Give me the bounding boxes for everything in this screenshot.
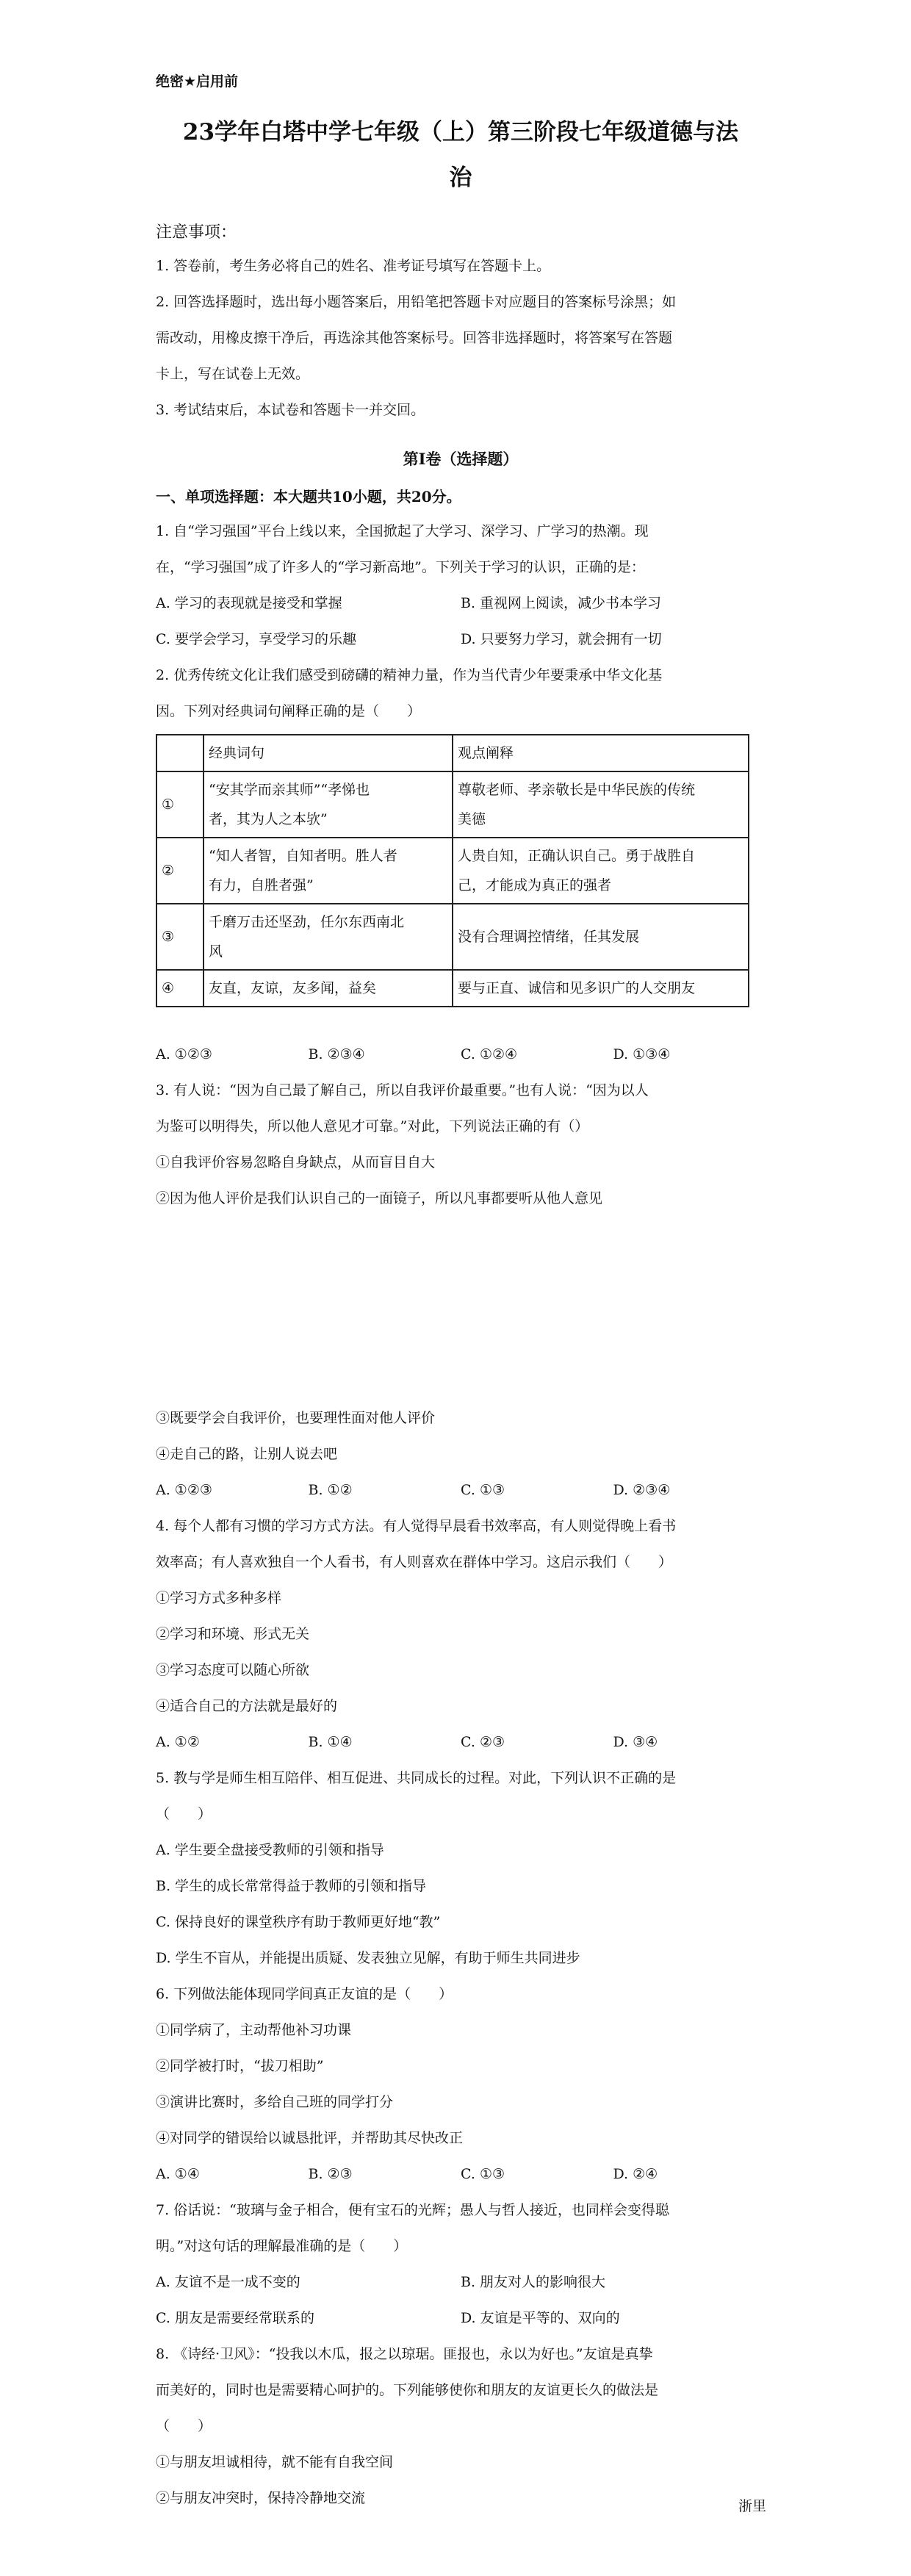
option-b: B. ①④ bbox=[308, 1734, 353, 1750]
option-b: B. 朋友对人的影响很大 bbox=[461, 2274, 606, 2290]
table-row bbox=[156, 771, 749, 838]
question-5-text: （ ） bbox=[156, 1806, 212, 1822]
question-6-item: ③演讲比赛时，多给自己班的同学打分 bbox=[156, 2094, 394, 2110]
question-8-text: 而美好的，同时也是需要精心呵护的。下列能够使你和朋友的友谊更长久的做法是 bbox=[156, 2382, 659, 2398]
quote-cell bbox=[204, 838, 453, 904]
explain-line: 要与正直、诚信和见多识广的人交朋友 bbox=[458, 980, 696, 996]
option-c: C. 朋友是需要经常联系的 bbox=[156, 2310, 314, 2326]
note-line: 2. 回答选择题时，选出每小题答案后，用铅笔把答题卡对应题目的答案标号涂黑；如 bbox=[156, 294, 677, 310]
option-b: B. 重视网上阅读，减少书本学习 bbox=[461, 595, 662, 611]
quote-cell bbox=[204, 771, 453, 838]
notes-heading: 注意事项： bbox=[156, 223, 237, 242]
row-number: ④ bbox=[156, 970, 204, 1007]
option-a: A. ①②③ bbox=[156, 1482, 212, 1498]
quote-line: 千磨万击还坚劲，任尔东西南北 bbox=[209, 914, 405, 930]
question-4-text: 4. 每个人都有习惯的学习方式方法。有人觉得早晨看书效率高，有人则觉得晚上看书 bbox=[156, 1518, 677, 1534]
explain-line: 没有合理调控情绪，任其发展 bbox=[458, 929, 640, 945]
option-d: D. ③④ bbox=[613, 1734, 658, 1750]
question-1-text: 在，“学习强国”成了许多人的“学习新高地”。下列关于学习的认识，正确的是： bbox=[156, 559, 645, 575]
footer-watermark: 浙里 bbox=[738, 2498, 767, 2514]
option-a: A. 友谊不是一成不变的 bbox=[156, 2274, 300, 2290]
option-a: A. 学生要全盘接受教师的引领和指导 bbox=[156, 1842, 384, 1858]
explain-line: 己，才能成为真正的强者 bbox=[458, 877, 612, 893]
quote-cell bbox=[204, 970, 453, 1007]
question-4-item: ④适合自己的方法就是最好的 bbox=[156, 1698, 338, 1714]
row-number: ② bbox=[156, 838, 204, 904]
option-a: A. ①④ bbox=[156, 2166, 200, 2182]
question-1-options bbox=[156, 586, 766, 658]
explain-cell bbox=[453, 904, 749, 970]
question-2-text: 因。下列对经典词句阐释正确的是（ ） bbox=[156, 703, 422, 719]
quote-line: 友直，友谅，友多闻，益矣 bbox=[209, 980, 377, 996]
classic-quotes-table bbox=[156, 734, 749, 1007]
option-c: C. ②③ bbox=[461, 1734, 505, 1750]
note-line: 需改动，用橡皮擦干净后，再选涂其他答案标号。回答非选择题时，将答案写在答题 bbox=[156, 330, 673, 346]
blank-gap bbox=[156, 1217, 766, 1400]
option-d: D. ①③④ bbox=[613, 1046, 671, 1062]
question-3-item: ④走自己的路，让别人说去吧 bbox=[156, 1446, 338, 1462]
question-1-text: 1. 自“学习强国”平台上线以来，全国掀起了大学习、深学习、广学习的热潮。现 bbox=[156, 523, 649, 539]
option-c: C. 要学会学习，享受学习的乐趣 bbox=[156, 631, 356, 647]
option-a: A. ①②③ bbox=[156, 1046, 212, 1062]
question-6-options bbox=[156, 2156, 766, 2192]
quote-line: 者，其为人之本欤” bbox=[209, 811, 328, 827]
question-3-item: ②因为他人评价是我们认识自己的一面镜子，所以凡事都要听从他人意见 bbox=[156, 1190, 603, 1206]
question-4-options bbox=[156, 1724, 766, 1760]
quote-line: 有力，自胜者强” bbox=[209, 877, 314, 893]
option-b: B. ②③ bbox=[308, 2166, 353, 2182]
section-title: 第I卷（选择题） bbox=[403, 450, 519, 468]
explain-line: 美德 bbox=[458, 811, 486, 827]
option-b: B. ①② bbox=[308, 1482, 353, 1498]
question-4-text: 效率高；有人喜欢独自一个人看书，有人则喜欢在群体中学习。这启示我们（ ） bbox=[156, 1554, 673, 1570]
question-7-options bbox=[156, 2264, 766, 2336]
explain-cell bbox=[453, 970, 749, 1007]
table-header-cell: 经典词句 bbox=[204, 735, 453, 771]
option-c: C. ①②④ bbox=[461, 1046, 518, 1062]
option-a: A. 学习的表现就是接受和掌握 bbox=[156, 595, 342, 611]
question-2-text: 2. 优秀传统文化让我们感受到磅礴的精神力量，作为当代青少年要秉承中华文化基 bbox=[156, 667, 663, 683]
table-row bbox=[156, 970, 749, 1007]
section-subtitle: 一、单项选择题：本大题共10小题，共20分。 bbox=[156, 488, 461, 506]
question-8-text: 8. 《诗经·卫风》：“投我以木瓜，报之以琼琚。匪报也，永以为好也。”友谊是真挚 bbox=[156, 2346, 653, 2362]
explain-cell bbox=[453, 838, 749, 904]
row-number: ③ bbox=[156, 904, 204, 970]
question-8-item: ①与朋友坦诚相待，就不能有自我空间 bbox=[156, 2454, 394, 2470]
table-header-cell bbox=[156, 735, 204, 771]
option-d: D. ②④ bbox=[613, 2166, 658, 2182]
exam-title-line1: 23学年白塔中学七年级（上）第三阶段七年级道德与法 bbox=[182, 119, 739, 145]
option-d: D. 学生不盲从，并能提出质疑、发表独立见解，有助于师生共同进步 bbox=[156, 1950, 580, 1966]
quote-line: “安其学而亲其师”“孝悌也 bbox=[209, 782, 370, 798]
question-6-item: ④对同学的错误给以诚恳批评，并帮助其尽快改正 bbox=[156, 2130, 464, 2146]
explain-line: 尊敬老师、孝亲敬长是中华民族的传统 bbox=[458, 782, 696, 798]
question-3-item: ①自我评价容易忽略自身缺点，从而盲目自大 bbox=[156, 1154, 436, 1170]
note-line: 1. 答卷前，考生务必将自己的姓名、准考证号填写在答题卡上。 bbox=[156, 258, 551, 274]
option-d: D. ②③④ bbox=[613, 1482, 671, 1498]
option-d: D. 友谊是平等的、双向的 bbox=[461, 2310, 620, 2326]
question-3-item: ③既要学会自我评价，也要理性面对他人评价 bbox=[156, 1410, 436, 1426]
table-row bbox=[156, 904, 749, 970]
option-b: B. ②③④ bbox=[308, 1046, 365, 1062]
question-4-item: ③学习态度可以随心所欲 bbox=[156, 1662, 310, 1678]
question-2-options bbox=[156, 1037, 766, 1073]
question-8-text: （ ） bbox=[156, 2418, 212, 2434]
exam-title-line2: 治 bbox=[449, 165, 472, 191]
question-7-text: 明。”对这句话的理解最准确的是（ ） bbox=[156, 2238, 408, 2254]
table-row bbox=[156, 838, 749, 904]
exam-content bbox=[156, 71, 766, 2516]
quote-cell bbox=[204, 904, 453, 970]
question-6-text: 6. 下列做法能体现同学间真正友谊的是（ ） bbox=[156, 1986, 453, 2002]
quote-line: “知人者智，自知者明。胜人者 bbox=[209, 848, 397, 864]
question-6-item: ①同学病了，主动帮他补习功课 bbox=[156, 2022, 352, 2038]
question-8-item: ②与朋友冲突时，保持冷静地交流 bbox=[156, 2490, 366, 2506]
table-header-row bbox=[156, 735, 749, 771]
confidential-label: 绝密★启用前 bbox=[156, 73, 239, 90]
option-c: C. 保持良好的课堂秩序有助于教师更好地“教” bbox=[156, 1914, 441, 1930]
question-4-item: ②学习和环境、形式无关 bbox=[156, 1626, 310, 1642]
option-a: A. ①② bbox=[156, 1734, 200, 1750]
question-6-item: ②同学被打时，“拔刀相助” bbox=[156, 2058, 324, 2074]
question-4-item: ①学习方式多种多样 bbox=[156, 1590, 282, 1606]
option-c: C. ①③ bbox=[461, 2166, 505, 2182]
quote-line: 风 bbox=[209, 943, 223, 960]
explain-cell bbox=[453, 771, 749, 838]
note-line: 卡上，写在试卷上无效。 bbox=[156, 366, 310, 382]
question-3-options bbox=[156, 1472, 766, 1508]
question-3-text: 为鉴可以明得失，所以他人意见才可靠。”对此，下列说法正确的有（） bbox=[156, 1118, 589, 1134]
question-5-text: 5. 教与学是师生相互陪伴、相互促进、共同成长的过程。对此，下列认识不正确的是 bbox=[156, 1770, 677, 1786]
note-line: 3. 考试结束后，本试卷和答题卡一并交回。 bbox=[156, 402, 425, 418]
explain-line: 人贵自知，正确认识自己。勇于战胜自 bbox=[458, 848, 696, 864]
option-b: B. 学生的成长常常得益于教师的引领和指导 bbox=[156, 1878, 427, 1894]
option-d: D. 只要努力学习，就会拥有一切 bbox=[461, 631, 662, 647]
table-header-cell: 观点阐释 bbox=[453, 735, 749, 771]
row-number: ① bbox=[156, 771, 204, 838]
option-c: C. ①③ bbox=[461, 1482, 505, 1498]
question-7-text: 7. 俗话说：“玻璃与金子相合，便有宝石的光辉；愚人与哲人接近，也同样会变得聪 bbox=[156, 2202, 669, 2218]
question-3-text: 3. 有人说：“因为自己最了解自己，所以自我评价最重要。”也有人说：“因为以人 bbox=[156, 1082, 649, 1098]
